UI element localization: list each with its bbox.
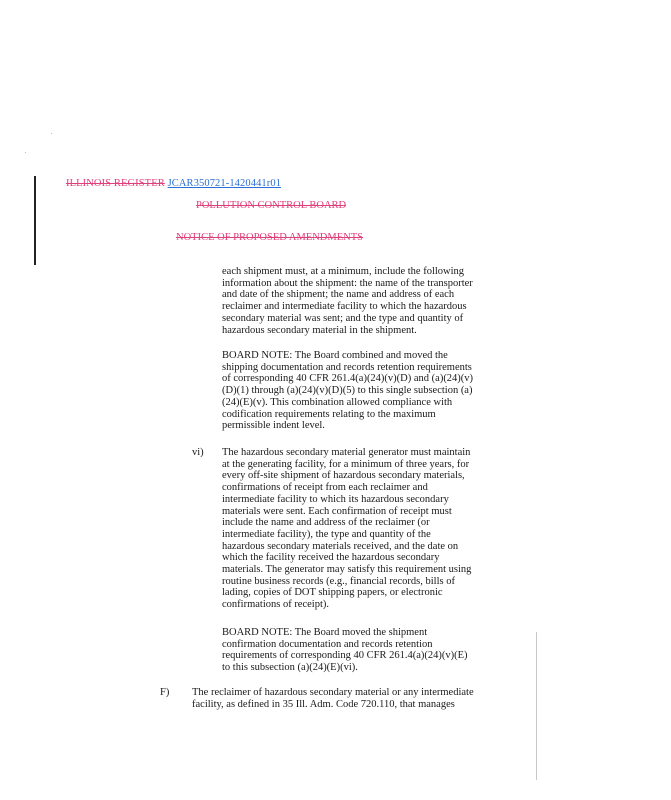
register-title-struck: ILLINOIS REGISTER [66, 178, 165, 189]
running-header [66, 178, 281, 189]
margin-rule [536, 632, 537, 780]
revision-bar [34, 176, 36, 265]
notice-title-struck: NOTICE OF PROPOSED AMENDMENTS [176, 232, 363, 243]
board-note-1: BOARD NOTE: The Board combined and moved the shipping documentation and records retention requirements of corresponding 40 CFR 261.4(a)(24)(v)(D) and (a)(24)(v)(D)(1) through (a)(24)(v)(D)(5) to this single subsection (a)(24)(E)(v). This combination allowed compliance with codification requirements relating to the maximum permissible indent level. [222, 350, 474, 432]
board-title-struck: POLLUTION CONTROL BOARD [196, 200, 347, 211]
shipment-info-paragraph: each shipment must, at a minimum, include the following information about the shipment: the name of the transporter and date of the shipment; the name and address of each reclaimer and intermediate facility to which the hazardous secondary material was sent; and the type and quantity of hazardous secondary material in the shipment. [222, 266, 473, 336]
item-label-vi: vi) [192, 447, 204, 458]
scan-speck [25, 152, 26, 153]
jcar-code-link[interactable]: JCAR350721-1420441r01 [167, 178, 282, 189]
item-vi-paragraph: The hazardous secondary material generator must maintain at the generating facility, for a minimum of three years, for every off-site shipment of hazardous secondary materials, confirmations of receipt from each reclaimer and intermediate facility to which its hazardous secondary materials were sent. Each confirmation of receipt must include the name and address of the reclaimer (or intermediate facility), the type and quantity of the hazardous secondary materials received, and the date on which the facility received the hazardous secondary materials. The generator may satisfy this requirement using routine business records (e.g., financial records, bills of lading, copies of DOT shipping papers, or electronic confirmations of receipt). [222, 447, 472, 611]
board-note-2: BOARD NOTE: The Board moved the shipment confirmation documentation and records retention requirements of corresponding 40 CFR 261.4(a)(24)(v)(E) to this subsection (a)(24)(E)(vi). [222, 627, 468, 674]
item-f-paragraph: The reclaimer of hazardous secondary material or any intermediate facility, as defined in 35 Ill. Adm. Code 720.110, that manages [192, 687, 474, 710]
item-label-f: F) [160, 687, 170, 698]
scan-speck [51, 133, 52, 134]
